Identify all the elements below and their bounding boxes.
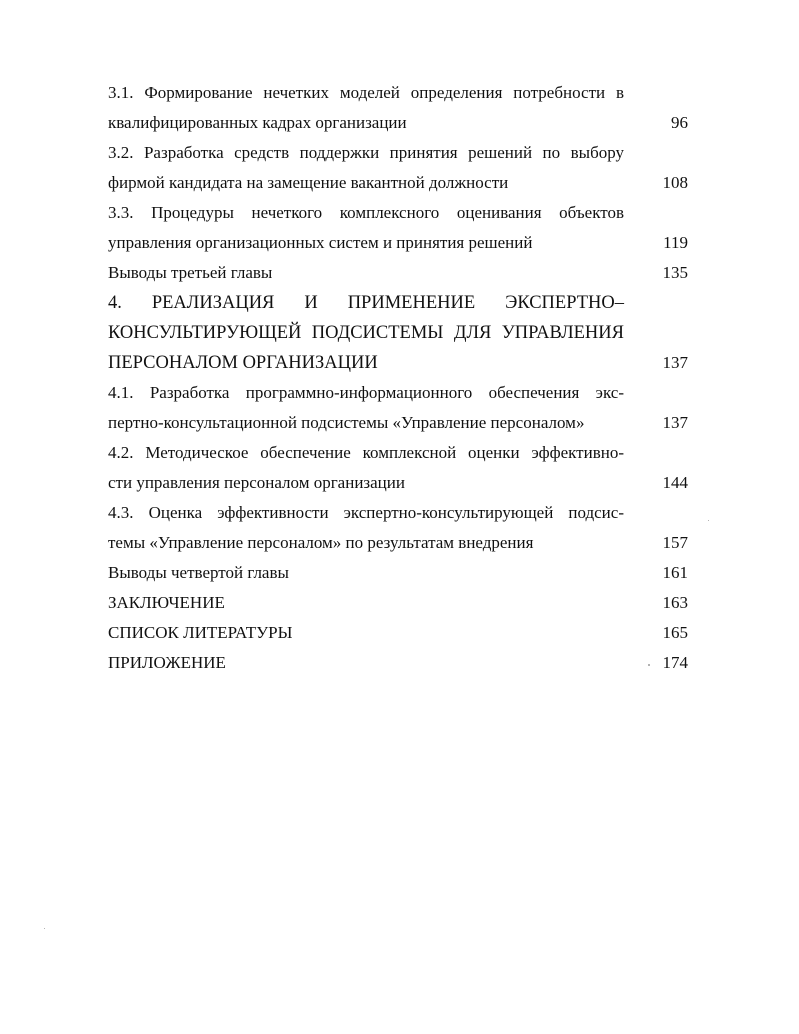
toc-entry-title xyxy=(108,558,624,588)
toc-page-number: 157 xyxy=(662,533,688,552)
scan-speck xyxy=(648,664,650,666)
toc-page-number: 108 xyxy=(662,173,688,192)
toc-entry-references xyxy=(108,618,688,648)
toc-page-number: 174 xyxy=(662,653,688,672)
toc-entry-title xyxy=(108,288,624,378)
toc-line: фирмой кандидата на замещение вакантной должности xyxy=(108,173,509,192)
scan-speck xyxy=(44,928,45,929)
toc-page-number: 96 xyxy=(671,113,688,132)
toc-line: 3.2. Разработка средств поддержки принятия решений по выбору xyxy=(108,143,624,162)
toc-entry-title xyxy=(108,498,624,558)
toc-entry-4-1 xyxy=(108,378,688,438)
toc-line: сти управления персоналом организации xyxy=(108,473,405,492)
toc-entry-title xyxy=(108,648,624,678)
toc-entry-title xyxy=(108,618,624,648)
toc-entry-chapter-3-conclusions xyxy=(108,258,688,288)
toc-entry-chapter-4 xyxy=(108,288,688,378)
toc-line: 4.1. Разработка программно-информационного обеспечения экс- xyxy=(108,383,624,402)
toc-line: ПЕРСОНАЛОМ ОРГАНИЗАЦИИ xyxy=(108,353,378,373)
toc-line: СПИСОК ЛИТЕРАТУРЫ xyxy=(108,623,293,642)
toc-line: пертно-консультационной подсистемы «Управление персоналом» xyxy=(108,413,585,432)
toc-line: 4. РЕАЛИЗАЦИЯ И ПРИМЕНЕНИЕ ЭКСПЕРТНО– xyxy=(108,293,624,313)
toc-entry-3-2 xyxy=(108,138,688,198)
table-of-contents xyxy=(108,78,688,678)
toc-line: ЗАКЛЮЧЕНИЕ xyxy=(108,593,225,612)
toc-line: ПРИЛОЖЕНИЕ xyxy=(108,653,226,672)
toc-entry-title xyxy=(108,258,624,288)
toc-entry-title xyxy=(108,588,624,618)
scan-speck xyxy=(708,520,709,521)
toc-line: 4.3. Оценка эффективности экспертно-консультирующей подсис- xyxy=(108,503,624,522)
toc-page-number: 137 xyxy=(662,353,688,372)
toc-entry-title xyxy=(108,438,624,498)
toc-entry-chapter-4-conclusions xyxy=(108,558,688,588)
toc-entry-4-3 xyxy=(108,498,688,558)
toc-entry-3-1 xyxy=(108,78,688,138)
toc-entry-3-3 xyxy=(108,198,688,258)
toc-line: управления организационных систем и принятия решений xyxy=(108,233,533,252)
toc-entry-title xyxy=(108,138,624,198)
toc-line: квалифицированных кадрах организации xyxy=(108,113,407,132)
toc-page-number: 144 xyxy=(662,473,688,492)
toc-page-number: 119 xyxy=(663,233,688,252)
toc-line: 4.2. Методическое обеспечение комплексной оценки эффективно- xyxy=(108,443,624,462)
toc-entry-appendix xyxy=(108,648,688,678)
toc-entry-title xyxy=(108,78,624,138)
toc-page-number: 161 xyxy=(662,563,688,582)
toc-line: 3.3. Процедуры нечеткого комплексного оценивания объектов xyxy=(108,203,624,222)
toc-entry-conclusion xyxy=(108,588,688,618)
toc-entry-title xyxy=(108,198,624,258)
toc-line: темы «Управление персоналом» по результатам внедрения xyxy=(108,533,534,552)
toc-line: 3.1. Формирование нечетких моделей определения потребности в xyxy=(108,83,624,102)
toc-entry-4-2 xyxy=(108,438,688,498)
toc-line: Выводы третьей главы xyxy=(108,263,273,282)
toc-page-number: 135 xyxy=(662,263,688,282)
toc-page-number: 137 xyxy=(662,413,688,432)
toc-line: Выводы четвертой главы xyxy=(108,563,289,582)
toc-page-number: 165 xyxy=(662,623,688,642)
toc-page-number: 163 xyxy=(662,593,688,612)
toc-line: КОНСУЛЬТИРУЮЩЕЙ ПОДСИСТЕМЫ ДЛЯ УПРАВЛЕНИЯ xyxy=(108,323,624,343)
toc-entry-title xyxy=(108,378,624,438)
